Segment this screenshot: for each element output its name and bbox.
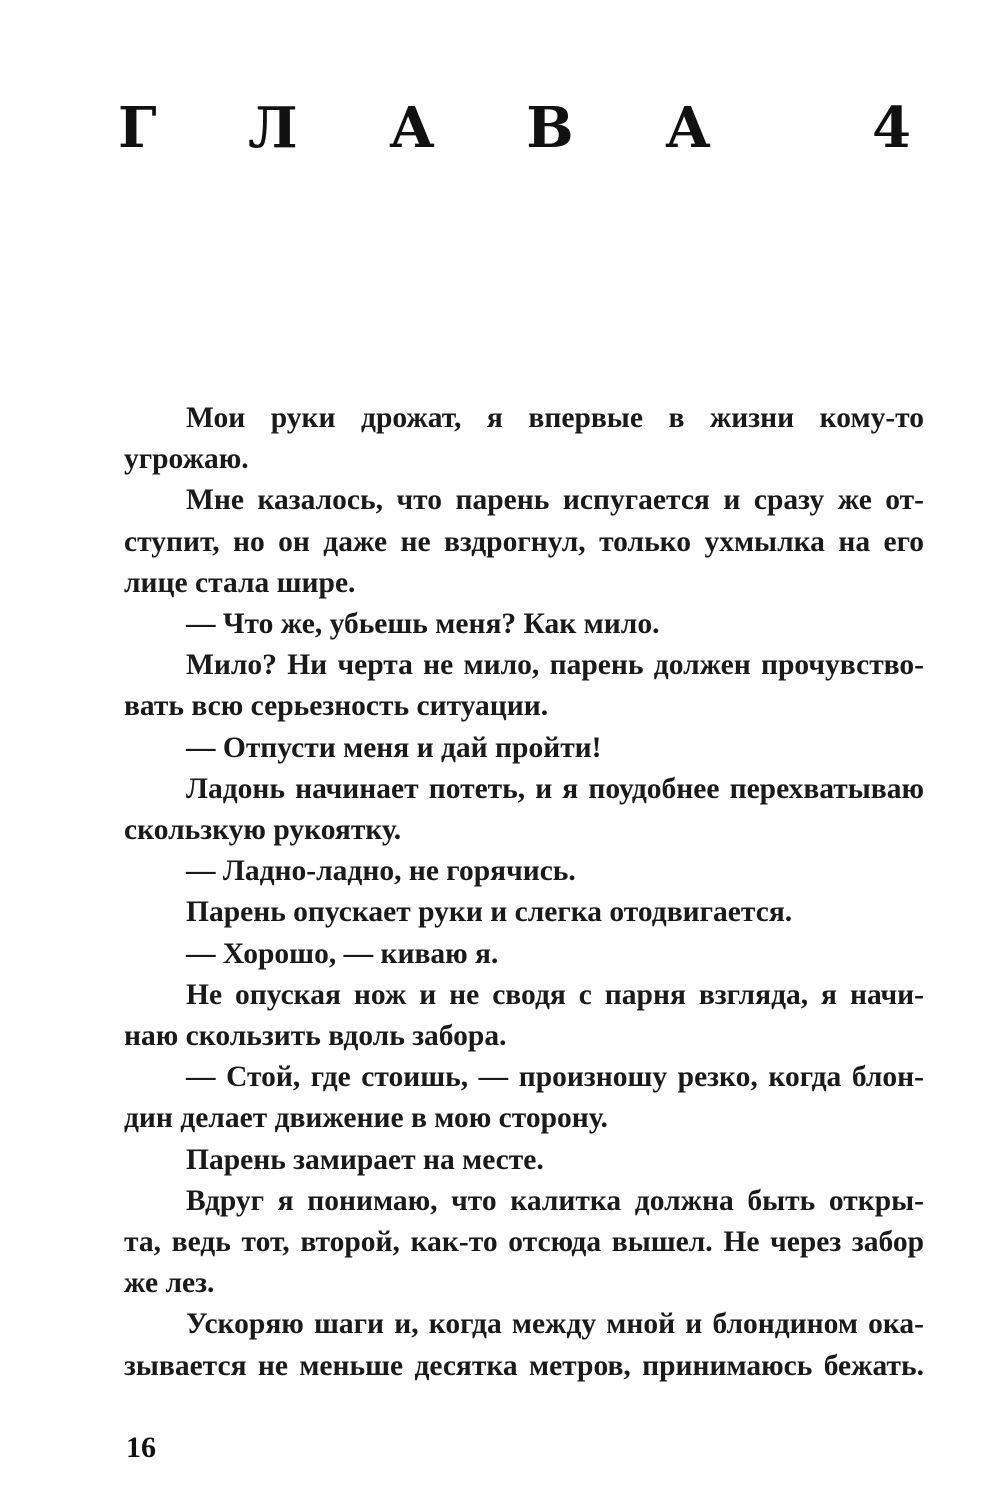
body-text (124, 398, 924, 1387)
text-line: зывается не меньше десятка метров, принимаюсь бежать. (124, 1349, 924, 1382)
text-line: Мило? Ни черта не мило, парень должен прочувство- (186, 649, 924, 682)
chapter-heading: Г Л А В А (118, 95, 747, 161)
text-line: — Ладно-ладно, не горячись. (186, 855, 576, 888)
text-line: вать всю серьезность ситуации. (124, 690, 549, 723)
text-line: Парень замирает на месте. (186, 1143, 544, 1176)
chapter-number: 4 (872, 95, 911, 161)
page-number: 16 (126, 1431, 156, 1464)
text-line: скользкую рукоятку. (124, 814, 402, 847)
text-line: Ладонь начинает потеть, и я поудобнее перехватываю (186, 772, 924, 805)
text-line: — Стой, где стоишь, — произношу резко, когда блон- (186, 1061, 924, 1094)
text-line: Парень опускает руки и слегка отодвигается. (186, 896, 793, 929)
text-line: лице стала шире. (124, 566, 356, 599)
text-line: та, ведь тот, второй, как-то отсюда вышел. Не через забор (124, 1226, 924, 1259)
text-line: — Хорошо, — киваю я. (186, 937, 499, 970)
text-line: угрожаю. (124, 443, 249, 476)
text-line: — Что же, убьешь меня? Как мило. (186, 608, 660, 641)
text-line: наю скользить вдоль забора. (124, 1020, 507, 1053)
text-line: Не опуская нож и не сводя с парня взгляда, я начи- (186, 978, 924, 1011)
text-line: Мне казалось, что парень испугается и сразу же от- (186, 484, 924, 517)
text-line: Ускоряю шаги и, когда между мной и блондином ока- (186, 1308, 924, 1341)
text-line: — Отпусти меня и дай пройти! (186, 731, 602, 764)
text-line: же лез. (124, 1267, 215, 1300)
text-line: ступит, но он даже не вздрогнул, только ухмылка на его (124, 525, 924, 558)
text-line: Вдруг я понимаю, что калитка должна быть откры- (186, 1184, 924, 1217)
text-line: дин делает движение в мою сторону. (124, 1102, 608, 1135)
text-line: Мои руки дрожат, я впервые в жизни кому-то (186, 402, 924, 434)
